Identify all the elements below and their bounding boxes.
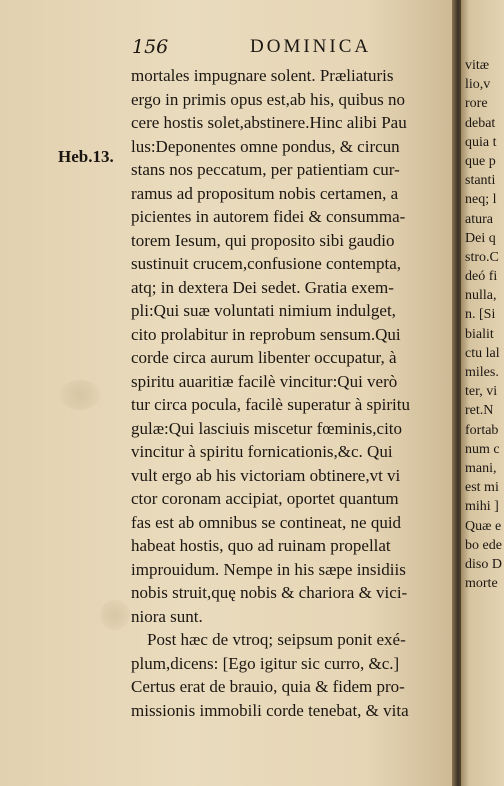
text-fragment: fortab <box>465 422 499 438</box>
right-page <box>461 0 504 786</box>
text-line: torem Iesum, qui proposito sibi gaudio <box>131 230 395 250</box>
text-fragment: est mi <box>465 480 499 496</box>
text-line: Certus erat de brauio, quia & fidem pro- <box>131 677 405 696</box>
text-fragment: mani, <box>465 460 497 476</box>
text-fragment: stanti <box>465 173 496 189</box>
text-fragment: ter, vi <box>465 384 498 400</box>
margin-reference: Heb.13. <box>58 147 114 166</box>
paper-stain <box>100 600 130 630</box>
text-fragment: neq; l <box>465 192 497 208</box>
text-line: Post hæc de vtroq; seipsum ponit exé- <box>147 630 406 649</box>
text-line: tur circa pocula, facilè superatur à spiritu <box>131 395 410 414</box>
text-line: atq; in dextera Dei sedet. Gratia exem- <box>131 277 394 297</box>
text-fragment: Quæ e <box>465 518 502 534</box>
text-fragment: debat <box>465 115 496 131</box>
text-line: missionis immobili corde tenebat, & vita <box>131 700 409 720</box>
text-fragment: atura <box>465 211 493 227</box>
text-line: ergo in primis opus est,ab his, quibus no <box>131 89 406 109</box>
text-line: plum,dicens: [Ego igitur sic curro, &c.] <box>131 653 400 673</box>
text-fragment: ret.N <box>465 403 494 419</box>
text-line: picientes in autorem fidei & consumma- <box>131 207 406 226</box>
text-fragment: rore <box>465 96 488 112</box>
text-fragment: vitæ <box>465 58 490 73</box>
text-fragment: nulla, <box>465 288 497 304</box>
text-line: nobis struit,quę nobis & chariora & vici- <box>131 583 408 602</box>
text-fragment: deó fi <box>465 269 498 285</box>
text-line: niora sunt. <box>131 606 203 626</box>
running-head: DOMINICA <box>250 36 372 57</box>
text-fragment: lio,v <box>465 77 491 93</box>
text-fragment: bialit <box>465 326 494 342</box>
text-line: fas est ab omnibus se contineat, ne quid <box>131 512 402 532</box>
text-line: ctor coronam accipiat, oportet quantum <box>131 489 399 508</box>
text-line: ramus ad propositum nobis certamen, a <box>131 183 399 203</box>
text-fragment: mihi ] <box>465 499 499 515</box>
text-fragment: n. [Si <box>465 307 496 323</box>
text-line: sustinuit crucem,confusione contempta, <box>131 254 402 273</box>
text-line: mortales impugnare solent. Præliaturis <box>131 66 394 85</box>
text-fragment: stro.C <box>465 249 499 265</box>
text-fragment: Dei q <box>465 230 496 246</box>
text-line: stans nos peccatum, per patientiam cur- <box>131 160 400 179</box>
text-line: spiritu auaritiæ facilè vincitur:Qui verò <box>131 371 398 391</box>
text-fragment: ctu lal <box>465 345 500 361</box>
text-fragment: bo ede <box>465 537 502 553</box>
text-line: habeat hostis, quo ad ruinam propellat <box>131 536 391 555</box>
page-number: 156 <box>132 36 169 58</box>
text-line: cere hostis solet,abstinere.Hinc alibi Pau <box>131 113 407 132</box>
text-line: corde circa aurum libenter occupatur, à <box>131 348 397 367</box>
text-line: improuidum. Nempe in his sæpe insidiis <box>131 559 406 579</box>
text-line: pli:Qui suæ voluntati nimium indulget, <box>131 301 396 320</box>
text-line: lus:Deponentes omne pondus, & circun <box>131 136 400 156</box>
text-line: vincitur à spiritu fornicationis,&c. Qui <box>131 442 393 461</box>
text-fragment: diso D <box>465 556 502 572</box>
text-fragment: morte <box>465 576 498 592</box>
text-line: cito prolabitur in reprobum sensum.Qui <box>131 324 401 344</box>
text-fragment: num c <box>465 441 500 457</box>
page-header <box>132 36 452 62</box>
text-fragment: miles. <box>465 365 499 380</box>
text-line: vult ergo ab his victoriam obtinere,vt vi <box>131 465 401 485</box>
paper-stain <box>60 380 100 410</box>
text-fragment: que p <box>465 153 496 169</box>
text-line: gulæ:Qui lasciuis miscetur fœminis,cito <box>131 418 403 438</box>
right-page-text <box>461 56 502 593</box>
text-fragment: quia t <box>465 134 497 150</box>
body-text <box>131 64 455 722</box>
